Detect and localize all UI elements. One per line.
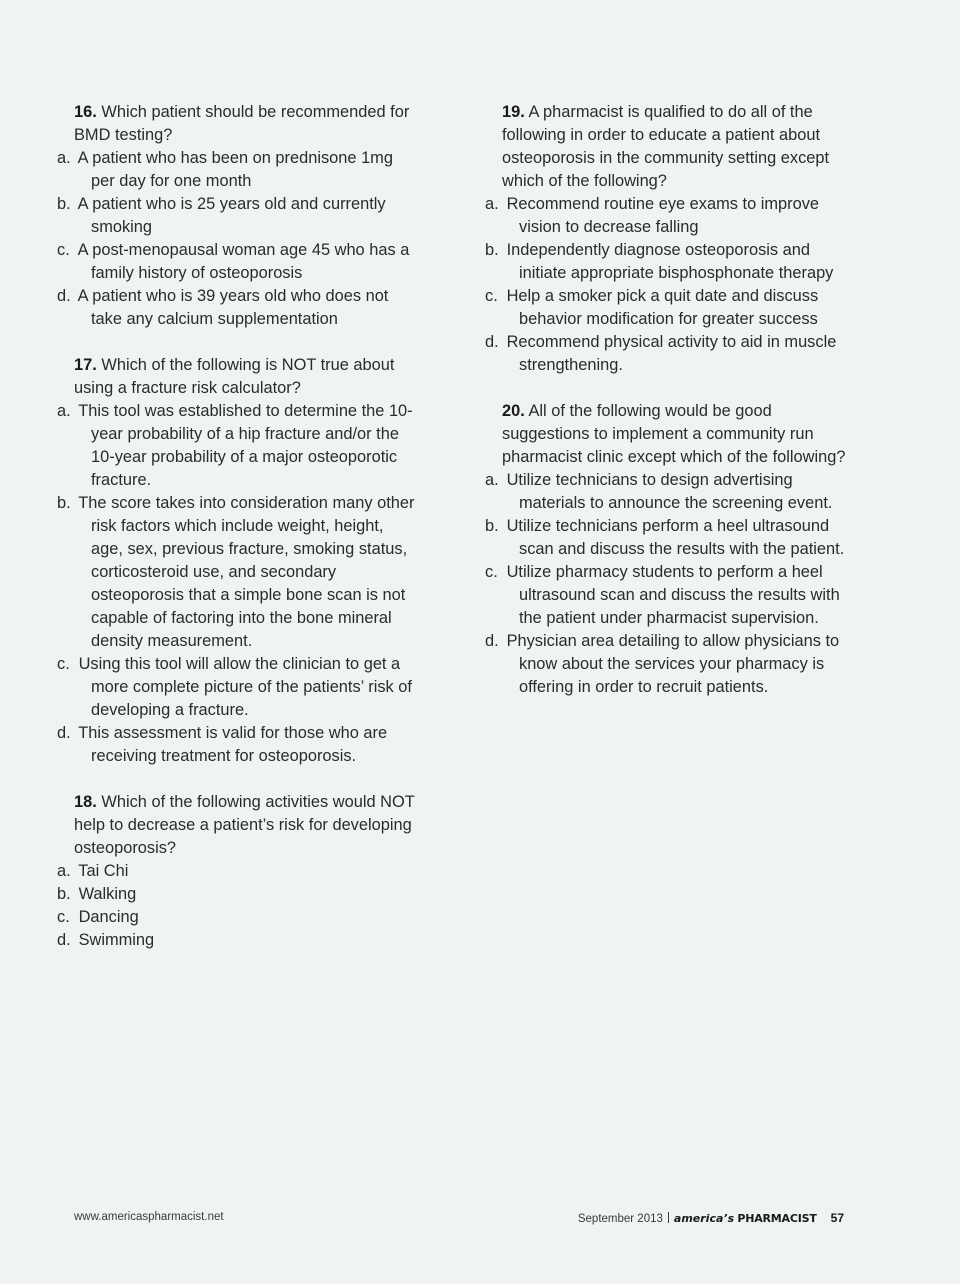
page-footer [74, 1211, 844, 1227]
answer-option-c: c. Dancing [57, 908, 139, 926]
answer-option-c: c. Help a smoker pick a quit date and discuss behavior modification for greater success [485, 287, 819, 328]
option-text: Help a smoker pick a quit date and discuss behavior modification for greater success [506, 287, 819, 328]
question-17 [57, 354, 419, 768]
question-19 [485, 101, 847, 377]
answer-options [57, 400, 419, 768]
answer-option-d: d. Physician area detailing to allow physicians to know about the services your pharmacy is offering in order to recruit patients. [485, 632, 840, 696]
answer-options [485, 469, 847, 699]
question-number: 16. [74, 103, 97, 121]
answer-option-a: a. This tool was established to determine the 10-year probability of a hip fracture and/or the 10-year probability of a major osteoporotic fracture. [57, 402, 413, 489]
question-text: Which patient should be recommended for BMD testing? [74, 103, 410, 144]
option-text: Dancing [78, 908, 139, 926]
question-number: 20. [502, 402, 525, 420]
option-text: A patient who is 39 years old who does not take any calcium supplementation [77, 287, 389, 328]
option-text: Independently diagnose osteoporosis and initiate appropriate bisphosphonate therapy [506, 241, 834, 282]
option-text: Tai Chi [78, 862, 129, 880]
question-stem [74, 354, 419, 400]
question-stem [74, 101, 419, 147]
page-number: 57 [830, 1211, 844, 1225]
option-text: Recommend physical activity to aid in muscle strengthening. [506, 333, 837, 374]
answer-option-b: b. Utilize technicians perform a heel ultrasound scan and discuss the results with the patient. [485, 517, 845, 558]
answer-option-a: a. Utilize technicians to design advertising materials to announce the screening event. [485, 471, 833, 512]
answer-option-a: a. Recommend routine eye exams to improve vision to decrease falling [485, 195, 820, 236]
question-stem [74, 791, 419, 860]
question-20 [485, 400, 847, 699]
option-text: Utilize pharmacy students to perform a heel ultrasound scan and discuss the results with the patient under pharmacist supervision. [506, 563, 840, 627]
answer-option-a: a. A patient who has been on prednisone 1mg per day for one month [57, 149, 393, 190]
option-text: Utilize technicians to design advertising materials to announce the screening event. [506, 471, 833, 512]
answer-option-b: b. Independently diagnose osteoporosis and initiate appropriate bisphosphonate therapy [485, 241, 834, 282]
option-text: Utilize technicians perform a heel ultrasound scan and discuss the results with the patient. [506, 517, 845, 558]
left-column [57, 101, 419, 975]
answer-option-d: d. Recommend physical activity to aid in muscle strengthening. [485, 333, 837, 374]
question-text: A pharmacist is qualified to do all of the following in order to educate a patient about osteoporosis in the community setting except which of the following? [502, 103, 830, 190]
question-stem [502, 400, 847, 469]
answer-option-c: c. Using this tool will allow the clinician to get a more complete picture of the patients’ risk of developing a fracture. [57, 655, 412, 719]
option-text: Recommend routine eye exams to improve vision to decrease falling [506, 195, 820, 236]
footer-divider [668, 1212, 669, 1223]
question-text: Which of the following is NOT true about using a fracture risk calculator? [74, 356, 395, 397]
option-text: A patient who has been on prednisone 1mg per day for one month [77, 149, 393, 190]
option-text: This tool was established to determine the 10-year probability of a hip fracture and/or the 10-year probability of a major osteoporotic fracture. [78, 402, 413, 489]
issue-date: September 2013 [577, 1213, 663, 1225]
question-16 [57, 101, 419, 331]
answer-option-d: d. This assessment is valid for those who are receiving treatment for osteoporosis. [57, 724, 388, 765]
option-text: A post-menopausal woman age 45 who has a family history of osteoporosis [77, 241, 410, 282]
option-text: The score takes into consideration many other risk factors which include weight, height, age, sex, previous fracture, smoking status, corticosteroid use, and secondary osteoporosis that a simple bone scan is not capable of factoring into the bone mineral density measurement. [78, 494, 415, 650]
option-text: Using this tool will allow the clinician to get a more complete picture of the patients’ risk of developing a fracture. [78, 655, 412, 719]
question-text: Which of the following activities would NOT help to decrease a patient’s risk for developing osteoporosis? [74, 793, 415, 857]
answer-options [57, 147, 419, 331]
answer-options [57, 860, 419, 952]
question-18 [57, 791, 419, 952]
option-text: Walking [78, 885, 137, 903]
right-column [485, 101, 847, 722]
answer-option-b: b. Walking [57, 885, 137, 903]
footer-issue-info [578, 1211, 844, 1225]
option-text: A patient who is 25 years old and currently smoking [77, 195, 386, 236]
option-text: This assessment is valid for those who are receiving treatment for osteoporosis. [78, 724, 388, 765]
answer-option-b: b. A patient who is 25 years old and currently smoking [57, 195, 386, 236]
question-text: All of the following would be good suggestions to implement a community run pharmacist clinic except which of the following? [502, 402, 846, 466]
answer-options [485, 193, 847, 377]
answer-option-c: c. Utilize pharmacy students to perform a heel ultrasound scan and discuss the results with the patient under pharmacist supervision. [485, 563, 840, 627]
question-number: 19. [502, 103, 525, 121]
option-text: Swimming [78, 931, 155, 949]
answer-option-b: b. The score takes into consideration many other risk factors which include weight, height, age, sex, previous fracture, smoking status, corticosteroid use, and secondary osteoporosis that a simple bone scan is not capable of factoring into the bone mineral density measurement. [57, 494, 415, 650]
answer-option-d: d. Swimming [57, 931, 155, 949]
magazine-logo-upper: PHARMACIST [737, 1212, 817, 1225]
magazine-logo-lower: america’s [673, 1212, 735, 1225]
question-number: 18. [74, 793, 97, 811]
answer-option-d: d. A patient who is 39 years old who does not take any calcium supplementation [57, 287, 389, 328]
answer-option-c: c. A post-menopausal woman age 45 who has a family history of osteoporosis [57, 241, 410, 282]
website-link[interactable]: www.americaspharmacist.net [74, 1211, 224, 1223]
option-text: Physician area detailing to allow physicians to know about the services your pharmacy is offering in order to recruit patients. [506, 632, 840, 696]
question-number: 17. [74, 356, 97, 374]
answer-option-a: a. Tai Chi [57, 862, 129, 880]
question-stem [502, 101, 847, 193]
